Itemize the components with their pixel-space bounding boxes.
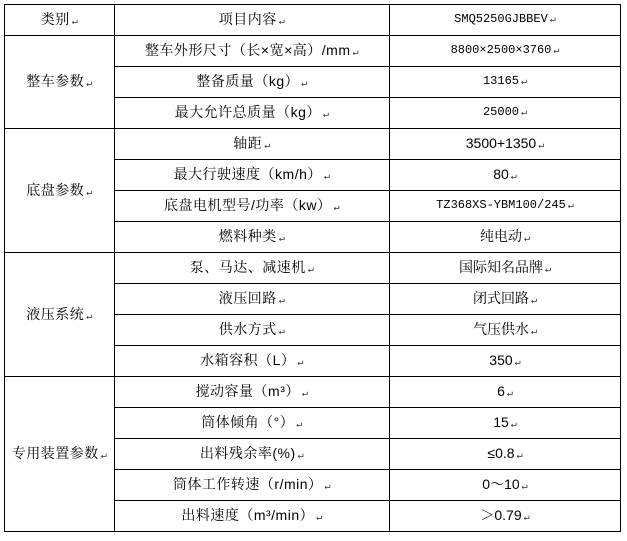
item-label: 整备质量（kg） — [196, 73, 300, 90]
value-cell — [390, 36, 621, 67]
table-row — [5, 129, 621, 160]
value-cell — [390, 98, 621, 129]
item-cell — [115, 501, 390, 532]
paragraph-mark-icon: ↵ — [316, 513, 323, 525]
item-label: 筒体倾角（°） — [201, 414, 295, 431]
category-label: 液压系统 — [26, 305, 85, 322]
item-label: 泵、马达、减速机 — [189, 259, 306, 276]
table-row — [5, 253, 621, 284]
item-label: 整车外形尺寸（长×宽×高）/mm — [144, 42, 351, 59]
paragraph-mark-icon: ↵ — [521, 482, 528, 494]
header-category — [5, 5, 115, 36]
paragraph-mark-icon: ↵ — [549, 15, 556, 27]
paragraph-mark-icon: ↵ — [278, 327, 286, 339]
value-label: ＞0.79 — [480, 507, 522, 524]
header-category-label: 类别 — [40, 11, 70, 28]
value-label: 0～10 — [482, 476, 520, 493]
category-cell — [5, 253, 115, 377]
paragraph-mark-icon: ↵ — [520, 108, 528, 120]
paragraph-mark-icon: ↵ — [323, 172, 331, 184]
value-label: 350 — [489, 352, 513, 369]
paragraph-mark-icon: ↵ — [86, 187, 93, 199]
paragraph-mark-icon: ↵ — [71, 17, 79, 29]
table-header-row — [5, 5, 621, 36]
paragraph-mark-icon: ↵ — [86, 79, 93, 91]
value-cell — [390, 222, 621, 253]
item-label: 轴距 — [233, 135, 263, 152]
item-label: 筒体工作转速（r/min） — [172, 476, 323, 493]
paragraph-mark-icon: ↵ — [278, 17, 286, 29]
value-label: 气压供水 — [472, 321, 529, 338]
item-label: 水箱容积（L） — [200, 352, 296, 369]
value-label: 闭式回路 — [472, 290, 529, 307]
category-label: 整车参数 — [26, 73, 85, 90]
paragraph-mark-icon: ↵ — [506, 389, 513, 401]
value-cell — [390, 346, 621, 377]
category-label: 底盘参数 — [26, 181, 85, 198]
paragraph-mark-icon: ↵ — [530, 327, 538, 339]
item-label: 燃料种类 — [218, 228, 277, 245]
value-cell — [390, 315, 621, 346]
value-label: 15 — [493, 414, 509, 431]
paragraph-mark-icon: ↵ — [322, 110, 330, 122]
item-label: 液压回路 — [218, 290, 277, 307]
value-cell — [390, 67, 621, 98]
paragraph-mark-icon: ↵ — [301, 79, 308, 91]
item-cell — [115, 408, 390, 439]
paragraph-mark-icon: ↵ — [324, 482, 332, 494]
value-label: 纯电动 — [479, 228, 522, 245]
paragraph-mark-icon: ↵ — [352, 48, 360, 60]
item-cell — [115, 377, 390, 408]
value-label: 6 — [497, 383, 505, 400]
item-cell — [115, 129, 390, 160]
paragraph-mark-icon: ↵ — [264, 141, 271, 153]
header-value-label: SMQ5250GJBBEV — [454, 12, 548, 27]
item-cell — [115, 36, 390, 67]
paragraph-mark-icon: ↵ — [100, 451, 108, 463]
item-cell — [115, 315, 390, 346]
value-cell — [390, 439, 621, 470]
item-cell — [115, 98, 390, 129]
item-label: 出料速度（m³/min） — [181, 507, 315, 524]
item-cell — [115, 253, 390, 284]
value-cell — [390, 501, 621, 532]
paragraph-mark-icon: ↵ — [278, 234, 286, 246]
item-label: 最大行驶速度（km/h） — [173, 166, 322, 183]
item-cell — [115, 222, 390, 253]
item-cell — [115, 346, 390, 377]
paragraph-mark-icon: ↵ — [510, 172, 517, 184]
paragraph-mark-icon: ↵ — [530, 296, 538, 308]
paragraph-mark-icon: ↵ — [278, 296, 286, 308]
item-label: 供水方式 — [218, 321, 277, 338]
paragraph-mark-icon: ↵ — [514, 358, 521, 370]
item-cell — [115, 284, 390, 315]
value-cell — [390, 129, 621, 160]
category-cell — [5, 377, 115, 532]
table-row — [5, 36, 621, 67]
paragraph-mark-icon: ↵ — [544, 265, 552, 277]
value-label: 25000 — [482, 105, 519, 120]
table-row — [5, 377, 621, 408]
value-label: ≤0.8 — [487, 445, 515, 462]
value-cell — [390, 160, 621, 191]
item-label: 出料残余率(%) — [199, 445, 296, 462]
item-label: 底盘电机型号/功率（kw） — [163, 197, 332, 214]
paragraph-mark-icon: ↵ — [553, 46, 560, 58]
paragraph-mark-icon: ↵ — [523, 234, 531, 246]
paragraph-mark-icon: ↵ — [516, 451, 523, 463]
value-cell — [390, 377, 621, 408]
paragraph-mark-icon: ↵ — [567, 201, 574, 213]
paragraph-mark-icon: ↵ — [523, 513, 530, 525]
value-cell — [390, 191, 621, 222]
value-label: 13165 — [482, 74, 519, 89]
paragraph-mark-icon: ↵ — [333, 203, 341, 215]
value-label: 80 — [493, 166, 509, 183]
paragraph-mark-icon: ↵ — [520, 77, 528, 89]
paragraph-mark-icon: ↵ — [296, 420, 303, 432]
category-cell — [5, 36, 115, 129]
item-cell — [115, 470, 390, 501]
item-cell — [115, 67, 390, 98]
header-item — [115, 5, 390, 36]
paragraph-mark-icon: ↵ — [86, 311, 93, 323]
item-cell — [115, 160, 390, 191]
value-cell — [390, 284, 621, 315]
paragraph-mark-icon: ↵ — [301, 389, 309, 401]
paragraph-mark-icon: ↵ — [538, 141, 545, 153]
item-cell — [115, 439, 390, 470]
paragraph-mark-icon: ↵ — [510, 420, 517, 432]
value-label: 3500+1350 — [465, 135, 537, 152]
paragraph-mark-icon: ↵ — [297, 451, 305, 463]
category-label: 专用装置参数 — [11, 445, 99, 462]
value-label: TZ368XS-YBM100/245 — [436, 198, 566, 213]
category-cell — [5, 129, 115, 253]
value-cell — [390, 408, 621, 439]
paragraph-mark-icon: ↵ — [307, 265, 315, 277]
header-item-label: 项目内容 — [218, 11, 277, 28]
item-cell — [115, 191, 390, 222]
item-label: 最大允许总质量（kg） — [174, 104, 321, 121]
value-label: 8800×2500×3760 — [450, 43, 552, 58]
header-value — [390, 5, 621, 36]
value-label: 国际知名品牌 — [458, 259, 543, 276]
value-cell — [390, 470, 621, 501]
paragraph-mark-icon: ↵ — [297, 358, 304, 370]
table-body — [5, 5, 621, 532]
item-label: 搅动容量（m³） — [195, 383, 300, 400]
value-cell — [390, 253, 621, 284]
specification-table — [4, 4, 621, 532]
